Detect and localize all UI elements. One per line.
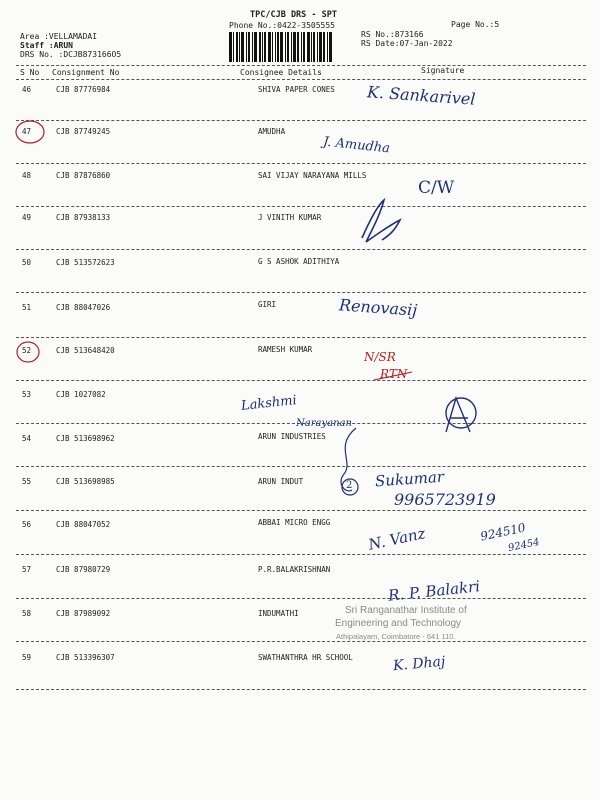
institution-stamp-line1: Sri Ranganathar Institute of [345,605,467,616]
circle-mark-47 [16,121,44,143]
signature-48: C/W [418,178,455,198]
signature-stroke-49 [362,200,400,242]
area-label: Area :VELLAMADAI [20,32,98,41]
signature-59: K. Dhaj [392,653,446,675]
row-consignee: G S ASHOK ADITHIYA [258,257,340,266]
row-consignment: CJB 1027082 [56,390,106,399]
status-rtn: RTN [380,367,408,381]
rs-date: RS Date:07-Jan-2022 [361,39,453,48]
row-consignee: ABBAI MICRO ENGG [258,518,331,527]
institution-stamp-line3: Athipalayam, Coimbatore - 641 110. [336,632,456,641]
row-sno: 57 [22,565,32,574]
receiver-name-53a: Lakshmi [240,393,298,414]
row-sno: 49 [22,213,32,222]
signature-57: R. P. Balakri [387,577,481,605]
row-consignee: INDUMATHI [258,609,299,618]
page-number: Page No.:5 [451,20,500,29]
row-consignment: CJB 88047052 [56,520,111,529]
row-sno: 51 [22,303,32,312]
row-consignee: SWATHANTHRA HR SCHOOL [258,653,353,662]
row-consignee: GIRI [258,300,277,309]
row-consignment: CJB 513698985 [56,477,115,486]
row-consignment: CJB 87980729 [56,565,111,574]
receiver-name-56: N. Vanz [366,524,427,554]
row-sno: 52 [22,346,32,355]
row-sno: 53 [22,390,32,399]
row-consignment: CJB 513648420 [56,346,115,355]
row-consignment: CJB 88047026 [56,303,111,312]
row-consignment: CJB 87938133 [56,213,111,222]
row-consignment: CJB 513698962 [56,434,115,443]
signature-46: K. Sankarivel [366,82,477,109]
signature-47: J. Amudha [322,134,391,157]
row-sno: 48 [22,171,32,180]
receiver-name-55: Sukumar [374,467,445,491]
col-sno: S No [20,68,40,77]
circle-mark-52 [17,342,39,362]
row-consignee: J VINITH KUMAR [258,213,322,222]
document-title: TPC/CJB DRS - SPT [250,10,337,20]
rs-number: RS No.:873166 [361,30,424,39]
status-nsr: N/SR [364,350,396,364]
row-sno: 55 [22,477,32,486]
receiver-phone-55: 9965723919 [394,490,496,509]
row-sno: 47 [22,127,32,136]
row-sno: 46 [22,85,32,94]
row-consignee: SHIVA PAPER CONES [258,85,335,94]
receiver-name-53b: Narayanan [296,418,352,429]
row-consignment: CJB 87776984 [56,85,111,94]
phone-number: Phone No.:0422-3505555 [229,21,335,30]
row-consignee: ARUN INDUT [258,477,304,486]
row-consignee: RAMESH KUMAR [258,345,313,354]
row-consignment: CJB 87749245 [56,127,111,136]
row-sno: 59 [22,653,32,662]
row-consignment: CJB 87989092 [56,609,111,618]
row-consignee: ARUN INDUSTRIES [258,432,326,441]
signature-circle-53 [446,398,476,428]
receiver-number-56a: 924510 [479,520,527,544]
drs-number: DRS No. :DCJB873166O5 [20,50,122,59]
row-sno: 50 [22,258,32,267]
row-sno: 58 [22,609,32,618]
receiver-number-56b: 92454 [507,536,541,555]
row-consignee: P.R.BALAKRISHNAN [258,565,331,574]
row-sno: 56 [22,520,32,529]
staff-label: Staff :ARUN [20,41,73,50]
col-consignment: Consignment No [52,68,120,77]
row-consignment: CJB 87876860 [56,171,111,180]
col-consignee-details: Consignee Details [240,68,322,77]
row-consignee: AMUDHA [258,127,286,136]
circled-number: 2 [346,480,353,491]
institution-stamp-line2: Engineering and Technology [335,618,462,629]
row-consignment: CJB 513396307 [56,653,115,662]
row-consignment: CJB 513572623 [56,258,115,267]
signature-51: Renovasij [338,295,418,320]
row-sno: 54 [22,434,32,443]
col-signature: Signature [421,66,465,75]
row-consignee: SAI VIJAY NARAYANA MILLS [258,171,367,180]
